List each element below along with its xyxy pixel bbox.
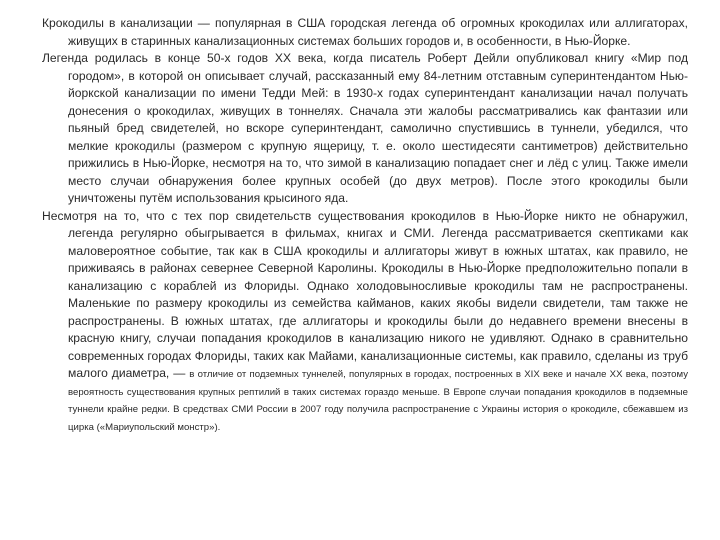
paragraph-origin [42,50,688,208]
article-body [42,15,688,435]
paragraph-intro [42,15,688,50]
paragraph-skepticism [42,208,688,436]
paragraph-origin-text: Легенда родилась в конце 50-х годов XX века, когда писатель Роберт Дейли опубликовал книгу «Мир под городом», в которой он описывает случай, рассказанный ему 84-летним отставным суперинтендантом Нью-йоркской канализации по имени Тедди Мей: в 1930-х годах суперинтендант канализации начал получать донесения о крокодилах, живущих в тоннелях. Сначала эти жалобы рассматривались как фантазии или пьяный бред свидетелей, но вскоре суперинтендант, самолично спустившись в туннели, убедился, что мелкие крокодилы (размером с крупную ящерицу, т. е. около шестидесяти сантиметров) действительно прижились в Нью-Йорке, несмотря на то, что зимой в канализацию попадает снег и лёд с улиц. Также имели место случаи обнаружения более крупных особей (до двух метров). После этого крокодилы были уничтожены путём использования крысиного яда. [42,51,688,205]
paragraph-skepticism-small-text: в отличие от подземных туннелей, популярных в городах, построенных в XIX веке и начале XX века, поэтому вероятность существования крупных рептилий в таких системах гораздо меньше. В Европе случаи попадания крокодилов в подземные туннели крайне редки. В средствах СМИ России в 2007 году получила распространение с Украины история о крокодиле, сбежавшем из цирка («Мариупольский монстр»). [68,369,689,433]
paragraph-skepticism-text: Несмотря на то, что с тех пор свидетельств существования крокодилов в Нью-Йорке никто не обнаружил, легенда регулярно обыгрывается в фильмах, книгах и СМИ. Легенда рассматривается скептиками как маловероятное событие, так как в США крокодилы и аллигаторы живут в южных штатах, как правило, не приживаясь в районах севернее Северной Каролины. Крокодилы в Нью-Йорке предположительно попали в канализацию с кораблей из Флориды. Однако холодовыносливые крокодилы там не распространены. Маленькие по размеру крокодилы из семейства кайманов, каких якобы видели свидетели, там также не распространены. В южных штатах, где аллигаторы и крокодилы были до недавнего времени внесены в красную книгу, случаи попадания крокодилов в канализацию никого не удивляют. Однако в сравнительно современных городах Флориды, таких как Майами, канализационные системы, как правило, сделаны из труб малого диаметра, — [42,208,688,380]
paragraph-intro-text: Крокодилы в канализации — популярная в США городская легенда об огромных крокодилах или аллигаторах, живущих в старинных канализационных системах больших городов и, в особенности, в Нью-Йорке. [42,16,688,48]
